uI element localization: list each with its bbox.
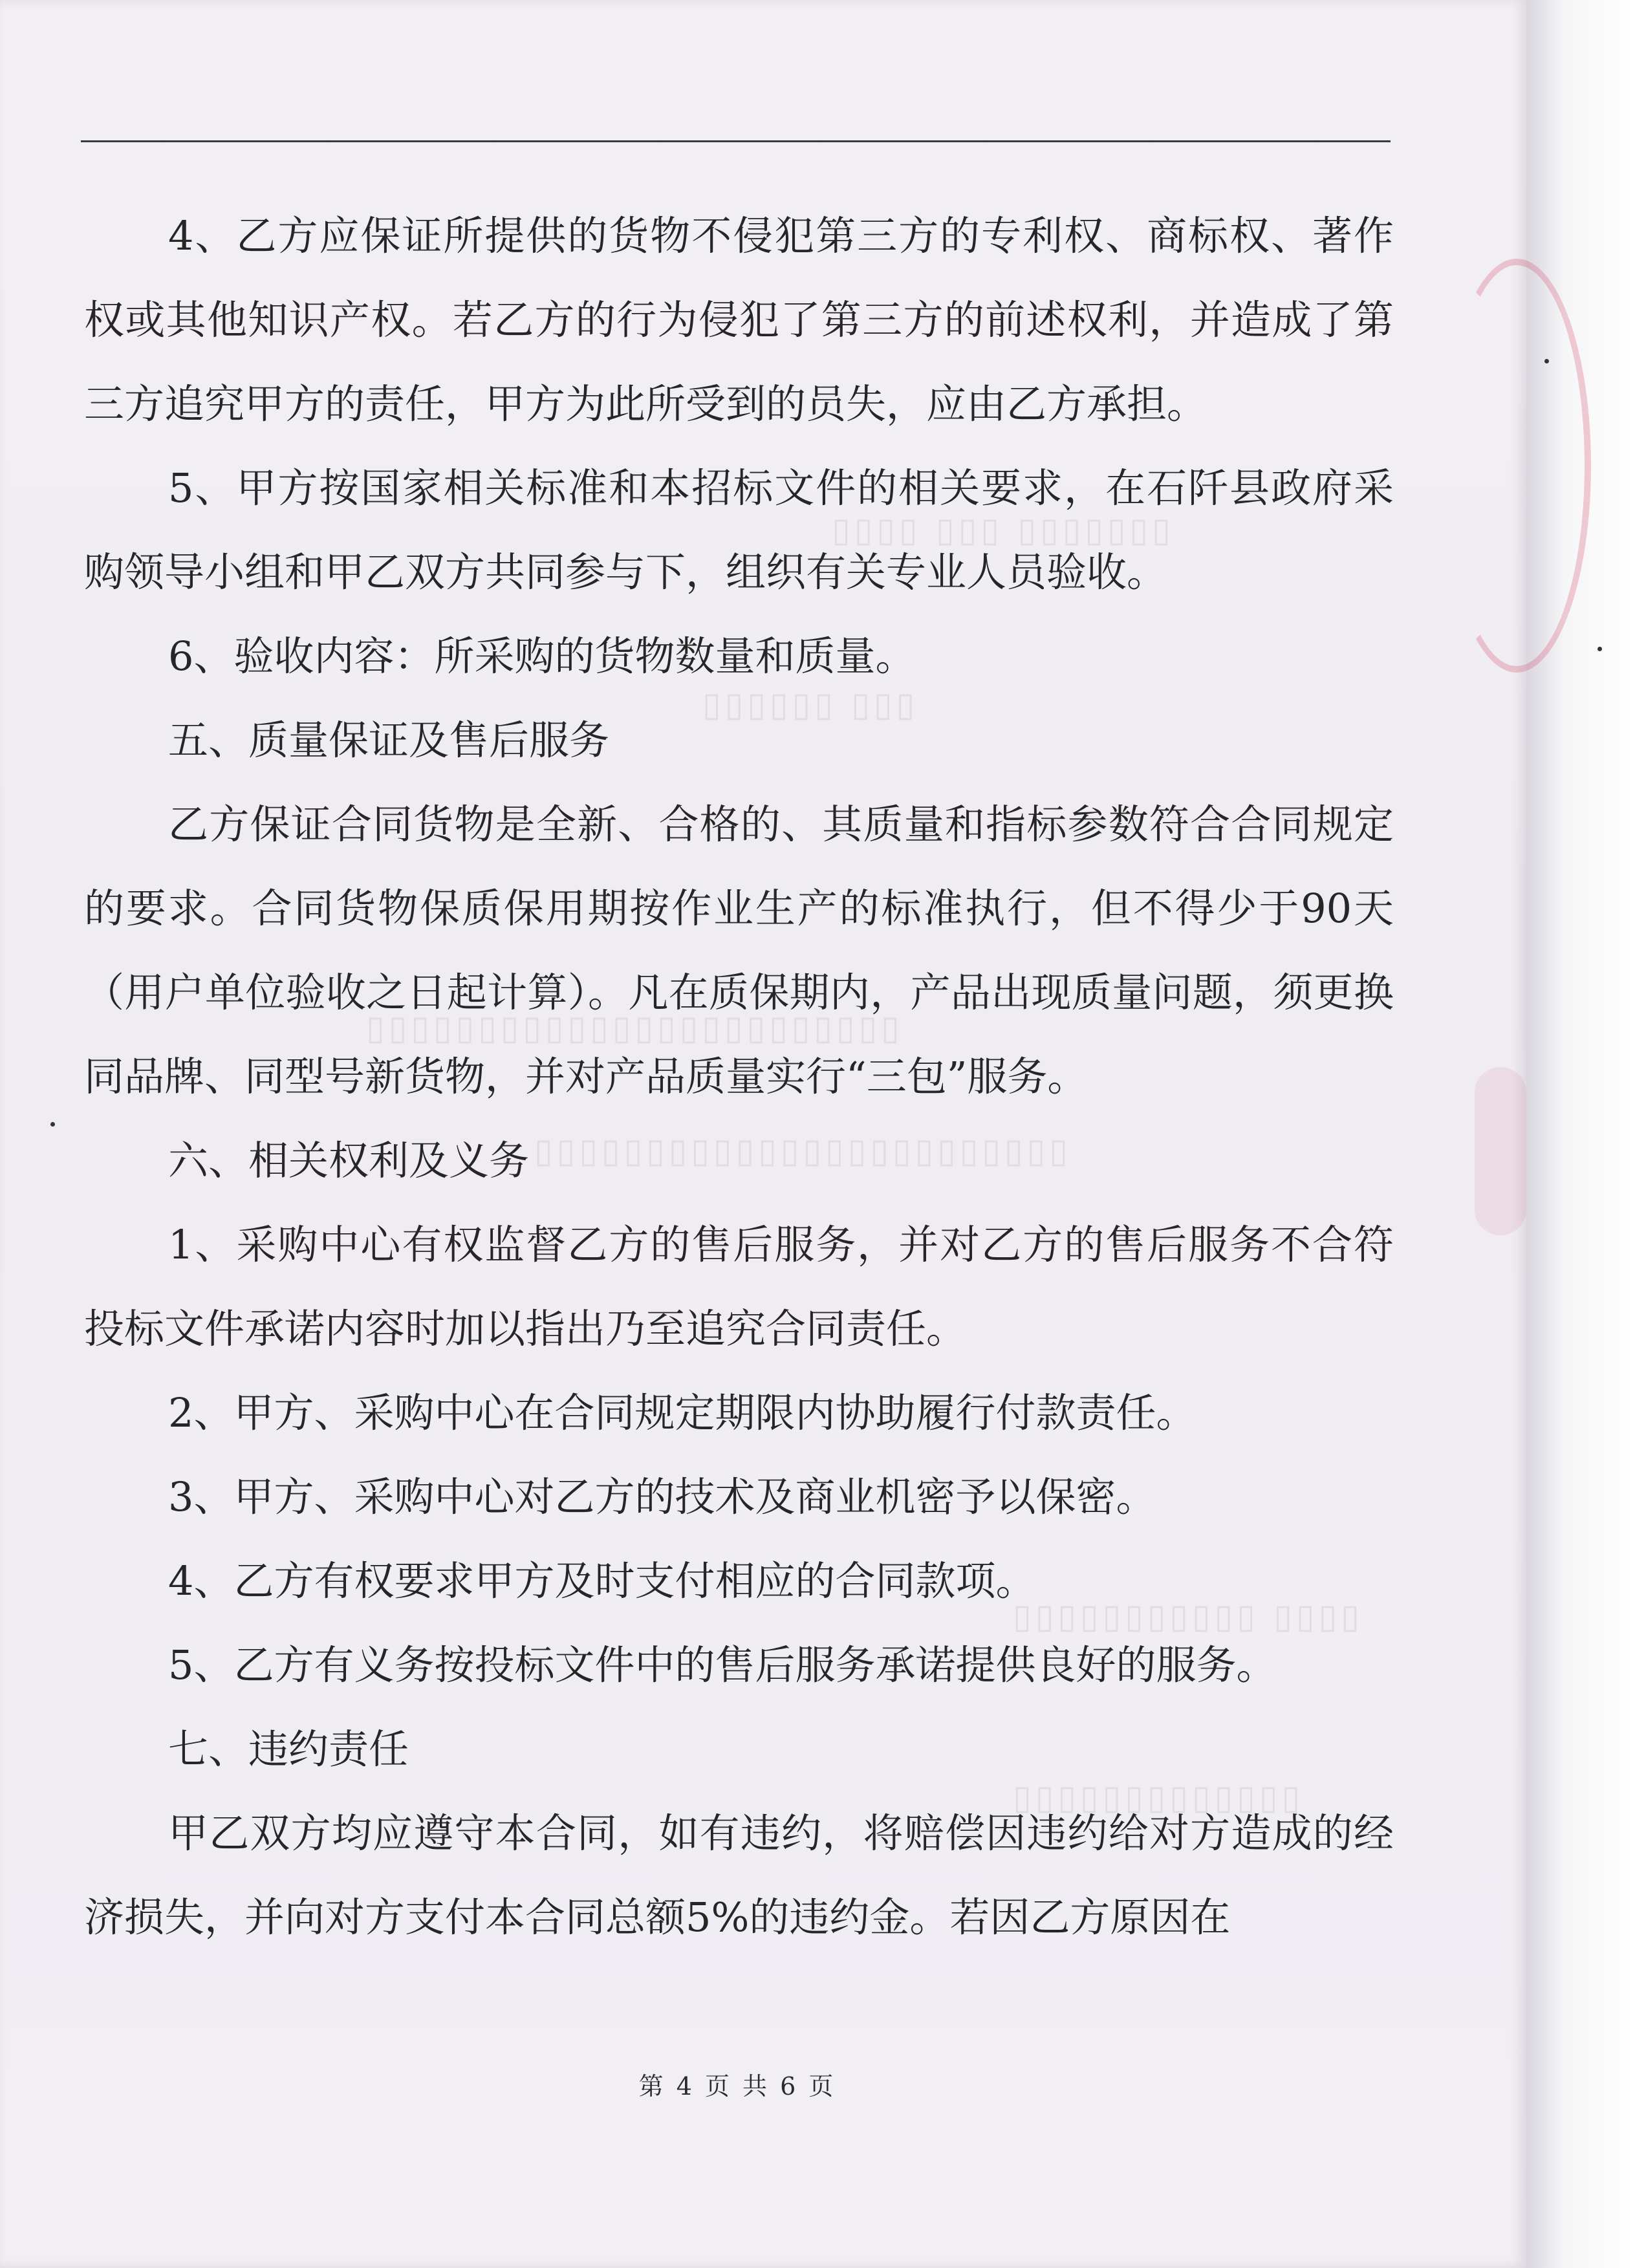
- quality-warranty-text: 乙方保证合同货物是全新、合格的、其质量和指标参数符合合同规定的要求。合同货物保质保用期按作业生产的标准执行，但不得少于90天（用户单位验收之日起计算）。凡在质保期内，产品出现质量问题，须更换同品牌、同型号新货物，并对产品质量实行“三包”服务。: [84, 801, 1394, 1100]
- page-number-footer: 第 4 页 共 6 页: [638, 2072, 836, 2101]
- scan-speck: [50, 1122, 55, 1127]
- scan-speck: [1544, 359, 1549, 363]
- clause-4-ip-warranty: 4、乙方应保证所提供的货物不侵犯第三方的专利权、商标权、著作权或其他知识产权。若乙方的行为侵犯了第三方的前述权利，并造成了第三方追究甲方的责任，甲方为此所受到的员失，应由乙方承担。: [84, 212, 1394, 427]
- clause-6-acceptance-content: 6、验收内容：所采购的货物数量和质量。: [168, 632, 916, 680]
- reverse-side-bleed: ▯▯▯▯ ▯▯▯▯▯▯▯▯▯▯▯: [1009, 1597, 1359, 1636]
- contract-body: [84, 194, 1394, 1960]
- scan-speck: [1597, 647, 1602, 651]
- rights-item-4: 4、乙方有权要求甲方及时支付相应的合同款项。: [168, 1557, 1036, 1604]
- red-seal-bleed: [1475, 1067, 1526, 1235]
- reverse-side-bleed: ▯▯▯▯▯▯▯ ▯▯▯ ▯▯▯▯: [828, 511, 1171, 550]
- breach-liability-text: 甲乙双方均应遵守本合同，如有违约，将赔偿因违约给对方造成的经济损失，并向对方支付本合同总额5%的违约金。若因乙方原因在: [84, 1809, 1394, 1941]
- header-rule: [81, 140, 1391, 142]
- rights-item-2: 2、甲方、采购中心在合同规定期限内协助履行付款责任。: [168, 1389, 1196, 1436]
- section-heading-breach: 七、违约责任: [168, 1725, 409, 1773]
- reverse-side-bleed: ▯▯▯▯▯▯▯▯▯▯▯▯▯▯▯▯▯▯▯▯▯▯▯▯: [362, 1009, 900, 1048]
- reverse-side-bleed: ▯▯▯ ▯▯▯▯▯▯: [698, 686, 915, 724]
- reverse-side-bleed: ▯▯▯▯▯▯▯▯▯▯▯▯▯▯▯▯▯▯▯▯▯▯▯▯: [530, 1132, 1068, 1171]
- rights-item-5: 5、乙方有义务按投标文件中的售后服务承诺提供良好的服务。: [168, 1641, 1277, 1689]
- red-seal-edge: [1442, 259, 1591, 673]
- rights-item-3: 3、甲方、采购中心对乙方的技术及商业机密予以保密。: [168, 1473, 1156, 1520]
- section-heading-rights: 六、相关权利及义务: [168, 1137, 530, 1184]
- reverse-side-bleed: ▯▯▯▯▯▯▯▯▯▯▯▯▯: [1009, 1778, 1300, 1817]
- section-heading-quality: 五、质量保证及售后服务: [168, 717, 610, 764]
- rights-item-1: 1、采购中心有权监督乙方的售后服务，并对乙方的售后服务不合符投标文件承诺内容时加以指出乃至追究合同责任。: [84, 1221, 1394, 1352]
- clause-5-acceptance: 5、甲方按国家相关标准和本招标文件的相关要求，在石阡县政府采购领导小组和甲乙双方共同参与下，组织有关专业人员验收。: [84, 464, 1394, 596]
